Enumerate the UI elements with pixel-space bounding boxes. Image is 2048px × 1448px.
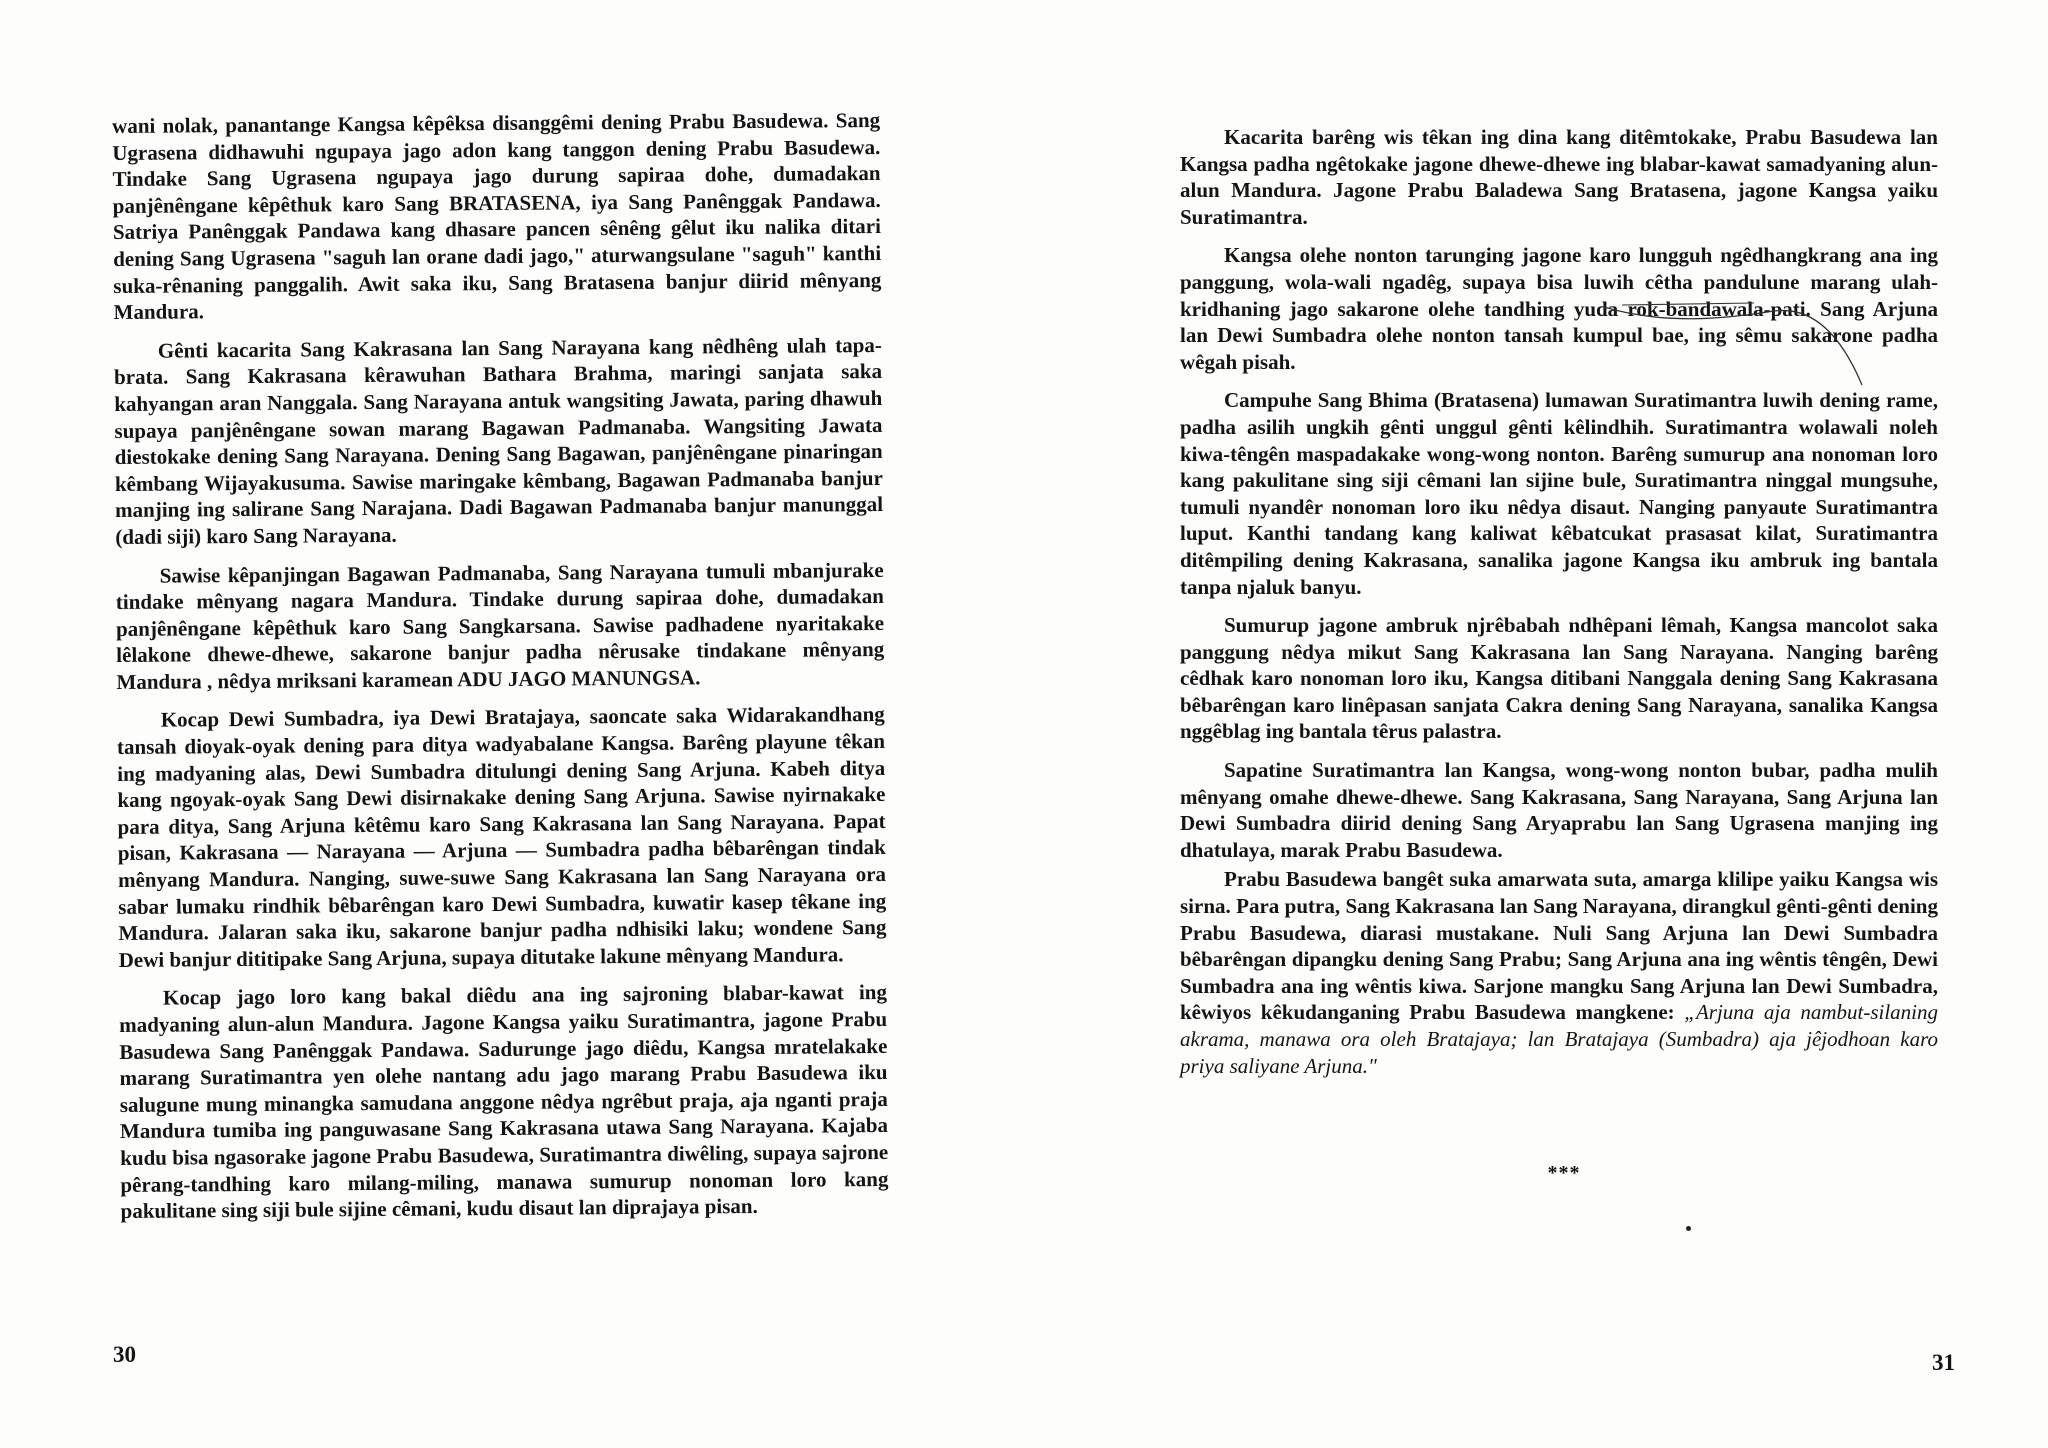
ink-dot [1686, 1226, 1691, 1231]
page-number-left: 30 [113, 1342, 136, 1367]
right-paragraph-2: Kangsa olehe nonton tarunging jagone karo lungguh ngêdhangkrang ana ing panggung, wola-wali ngadêg, supaya bisa luwih cêtha pandulune marang ulah-kridhaning jago sakarone olehe tandhing yuda rok-bandawala-pati. Sang Arjuna lan Dewi Sumbadra olehe nonton tansah kumpul bae, ing sêmu sakarone padha wêgah pisah. [1180, 243, 1938, 374]
right-paragraph-3: Campuhe Sang Bhima (Bratasena) lumawan Suratimantra luwih dening rame, padha asilih ungkih gênti unggul gênti kêlindhih. Suratimantra wolawali noleh kiwa-têngên maspadakake wong-wong nonton. Barêng sumurup ana nonoman loro kang pakulitane sing siji cêmani lan sijine bule, Suratimantra ninggal mungsuhe, tumuli nyandêr nonoman loro iku nêdya disaut. Nanging panyaute Suratimantra luput. Kanthi tandang kang kaliwat kêbatcukat prasasat kilat, Suratimantra ditêmpiling dening Kakrasana, sanalika jagone Kangsa iku ambruk ing bantala tanpa njaluk banyu. [1180, 388, 1938, 599]
pen-mark-icon [1604, 285, 1864, 395]
left-paragraph-3: Sawise kêpanjingan Bagawan Padmanaba, Sang Narayana tumuli mbanjurake tindake mênyang nagara Mandura. Tindake durung sapiraa dohe, dumadakan panjênêngane kêpêthuk karo Sang Sangkarsana. Sawise padhadene nyaritakake lêlakone dhewe-dhewe, sakarone banjur padha nêrusake tindakane mênyang Mandura , nêdya mriksani karamean ADU JAGO MANUNGSA. [115, 557, 885, 694]
closing-quote: „Arjuna aja nambut-silaning akrama, manawa ora oleh Bratajaya; lan Bratajaya (Sumbadra) aja jêjodhoan karo priya saliyane Arjuna." [1180, 1000, 1938, 1078]
left-paragraph-2: Gênti kacarita Sang Kakrasana lan Sang Narayana kang nêdhêng ulah tapa-brata. Sang Kakrasana kêrawuhan Bathara Brahma, maringi sanjata saka kahyangan aran Nanggala. Sang Narayana antuk wangsiting Jawata, paring dhawuh supaya panjênêngane sowan marang Bagawan Padmanaba. Wangsiting Jawata diestokake dening Sang Narayana. Dening Sang Bagawan, panjênêngane pinaringan kêmbang Wijayakusuma. Sawise maringake kêmbang, Bagawan Padmanaba banjur manjing ing salirane Sang Narajana. Dadi Bagawan Padmanaba banjur manunggal (dadi siji) karo Sang Narayana. [113, 332, 884, 549]
left-paragraph-4: Kocap Dewi Sumbadra, iya Dewi Bratajaya, saoncate saka Widarakandhang tansah dioyak-oyak dening para ditya wadyabalane Kangsa. Barêng playune têkan ing madyaning alas, Dewi Sumbadra ditulungi dening Sang Arjuna. Kabeh ditya kang ngoyak-oyak Sang Dewi disirnakake dening Sang Arjuna. Sawise nyirnakake para ditya, Sang Arjuna kêtêmu karo Sang Kakrasana lan Sang Narayana. Papat pisan, Kakrasana — Narayana — Arjuna — Sumbadra padha bêbarêngan tindak mênyang Mandura. Nanging, suwe-suwe Sang Kakrasana lan Sang Narayana ora sabar lumaku rindhik bêbarêngan karo Dewi Sumbadra, kuwatir kasep têkane ing Mandura. Jalaran saka iku, sakarone banjur padha ndhisiki laku; wondene Sang Dewi banjur dititipake Sang Arjuna, supaya ditutake lakune mênyang Mandura. [116, 702, 887, 972]
left-paragraph-1: wani nolak, panantange Kangsa kêpêksa disanggêmi dening Prabu Basudewa. Sang Ugrasena didhawuhi ngupaya jago adon kang tanggon dening Prabu Basudewa. Tindake Sang Ugrasena ngupaya jago durung sapiraa dohe, dumadakan panjênêngane kêpêthuk karo Sang BRATASENA, iya Sang Panênggak Pandawa. Satriya Panênggak Pandawa kang dhasare pancen sênêng gêlut iku nalika ditari dening Sang Ugrasena "saguh lan orane dadi jago," aturwangsulane "saguh" kanthi suka-rênaning panggalih. Awit saka iku, Sang Bratasena banjur diirid mênyang Mandura. [112, 107, 882, 325]
right-page-text-column [1180, 124, 1938, 1091]
right-paragraph-1: Kacarita barêng wis têkan ing dina kang ditêmtokake, Prabu Basudewa lan Kangsa padha ngêtokake jagone dhewe-dhewe ing blabar-kawat samadyaning alun-alun Mandura. Jagone Prabu Baladewa Sang Bratasena, jagone Kangsa yaiku Suratimantra. [1180, 125, 1938, 229]
right-paragraph-6 [1180, 866, 1938, 1079]
right-paragraph-4: Sumurup jagone ambruk njrêbabah ndhêpani lêmah, Kangsa mancolot saka panggung nêdya mikut Sang Kakrasana lan Sang Narayana. Nanging barêng cêdhak karo nonoman loro iku, Kangsa ditibani Nanggala dening Sang Kakrasana bêbarêngan karo linêpasan sanjata Cakra dening Sang Narayana, sanalika Kangsa nggêblag ing bantala têrus palastra. [1180, 613, 1938, 744]
right-page [1024, 0, 2048, 1448]
right-paragraph-5: Sapatine Suratimantra lan Kangsa, wong-wong nonton bubar, padha mulih mênyang omahe dhewe-dhewe. Sang Kakrasana, Sang Narayana, Sang Arjuna lan Dewi Sumbadra diirid dening Sang Aryaprabu lan Sang Ugrasena manjing ing dhatulaya, marak Prabu Basudewa. [1180, 758, 1938, 862]
section-separator: *** [1547, 1162, 1581, 1184]
page-number-right: 31 [1932, 1350, 1955, 1375]
left-paragraph-5: Kocap jago loro kang bakal diêdu ana ing sajroning blabar-kawat ing madyaning alun-alun Mandura. Jagone Kangsa yaiku Suratimantra, jagone Prabu Basudewa Sang Panênggak Pandawa. Sadurunge jago diêdu, Kangsa mratelakake marang Suratimantra yen olehe nantang adu jago marang Prabu Basudewa iku salugune mung minangka samudana anggone nêdya ngrêbut praja, aja nganti praja Mandura tumiba ing panguwasane Sang Kakrasana utawa Sang Narayana. Kajaba kudu bisa ngasorake jagone Prabu Basudewa, Suratimantra diwêling, supaya sajrone pêrang-tandhing karo milang-miling, manawa sumurup nonoman loro kang pakulitane sing siji bule sijine cêmani, kudu disaut lan diprajaya pisan. [119, 980, 889, 1224]
right-paragraph-6-text: Prabu Basudewa bangêt suka amarwata suta, amarga klilipe yaiku Kangsa wis sirna. Para putra, Sang Kakrasana lan Sang Narayana, dirangkul gênti-gênti dening Prabu Basudewa, diarasi mustakane. Nuli Sang Arjuna lan Dewi Sumbadra bêbarêngan dipangku dening Sang Prabu; Sang Arjuna ana ing wêntis têngên, Dewi Sumbadra ana ing wêntis kiwa. Sarjone mangku Sang Arjuna lan Dewi Sumbadra, kêwiyos kêkudanganing Prabu Basudewa mangkene: [1180, 867, 1938, 1025]
left-page-text-column [112, 107, 889, 1237]
